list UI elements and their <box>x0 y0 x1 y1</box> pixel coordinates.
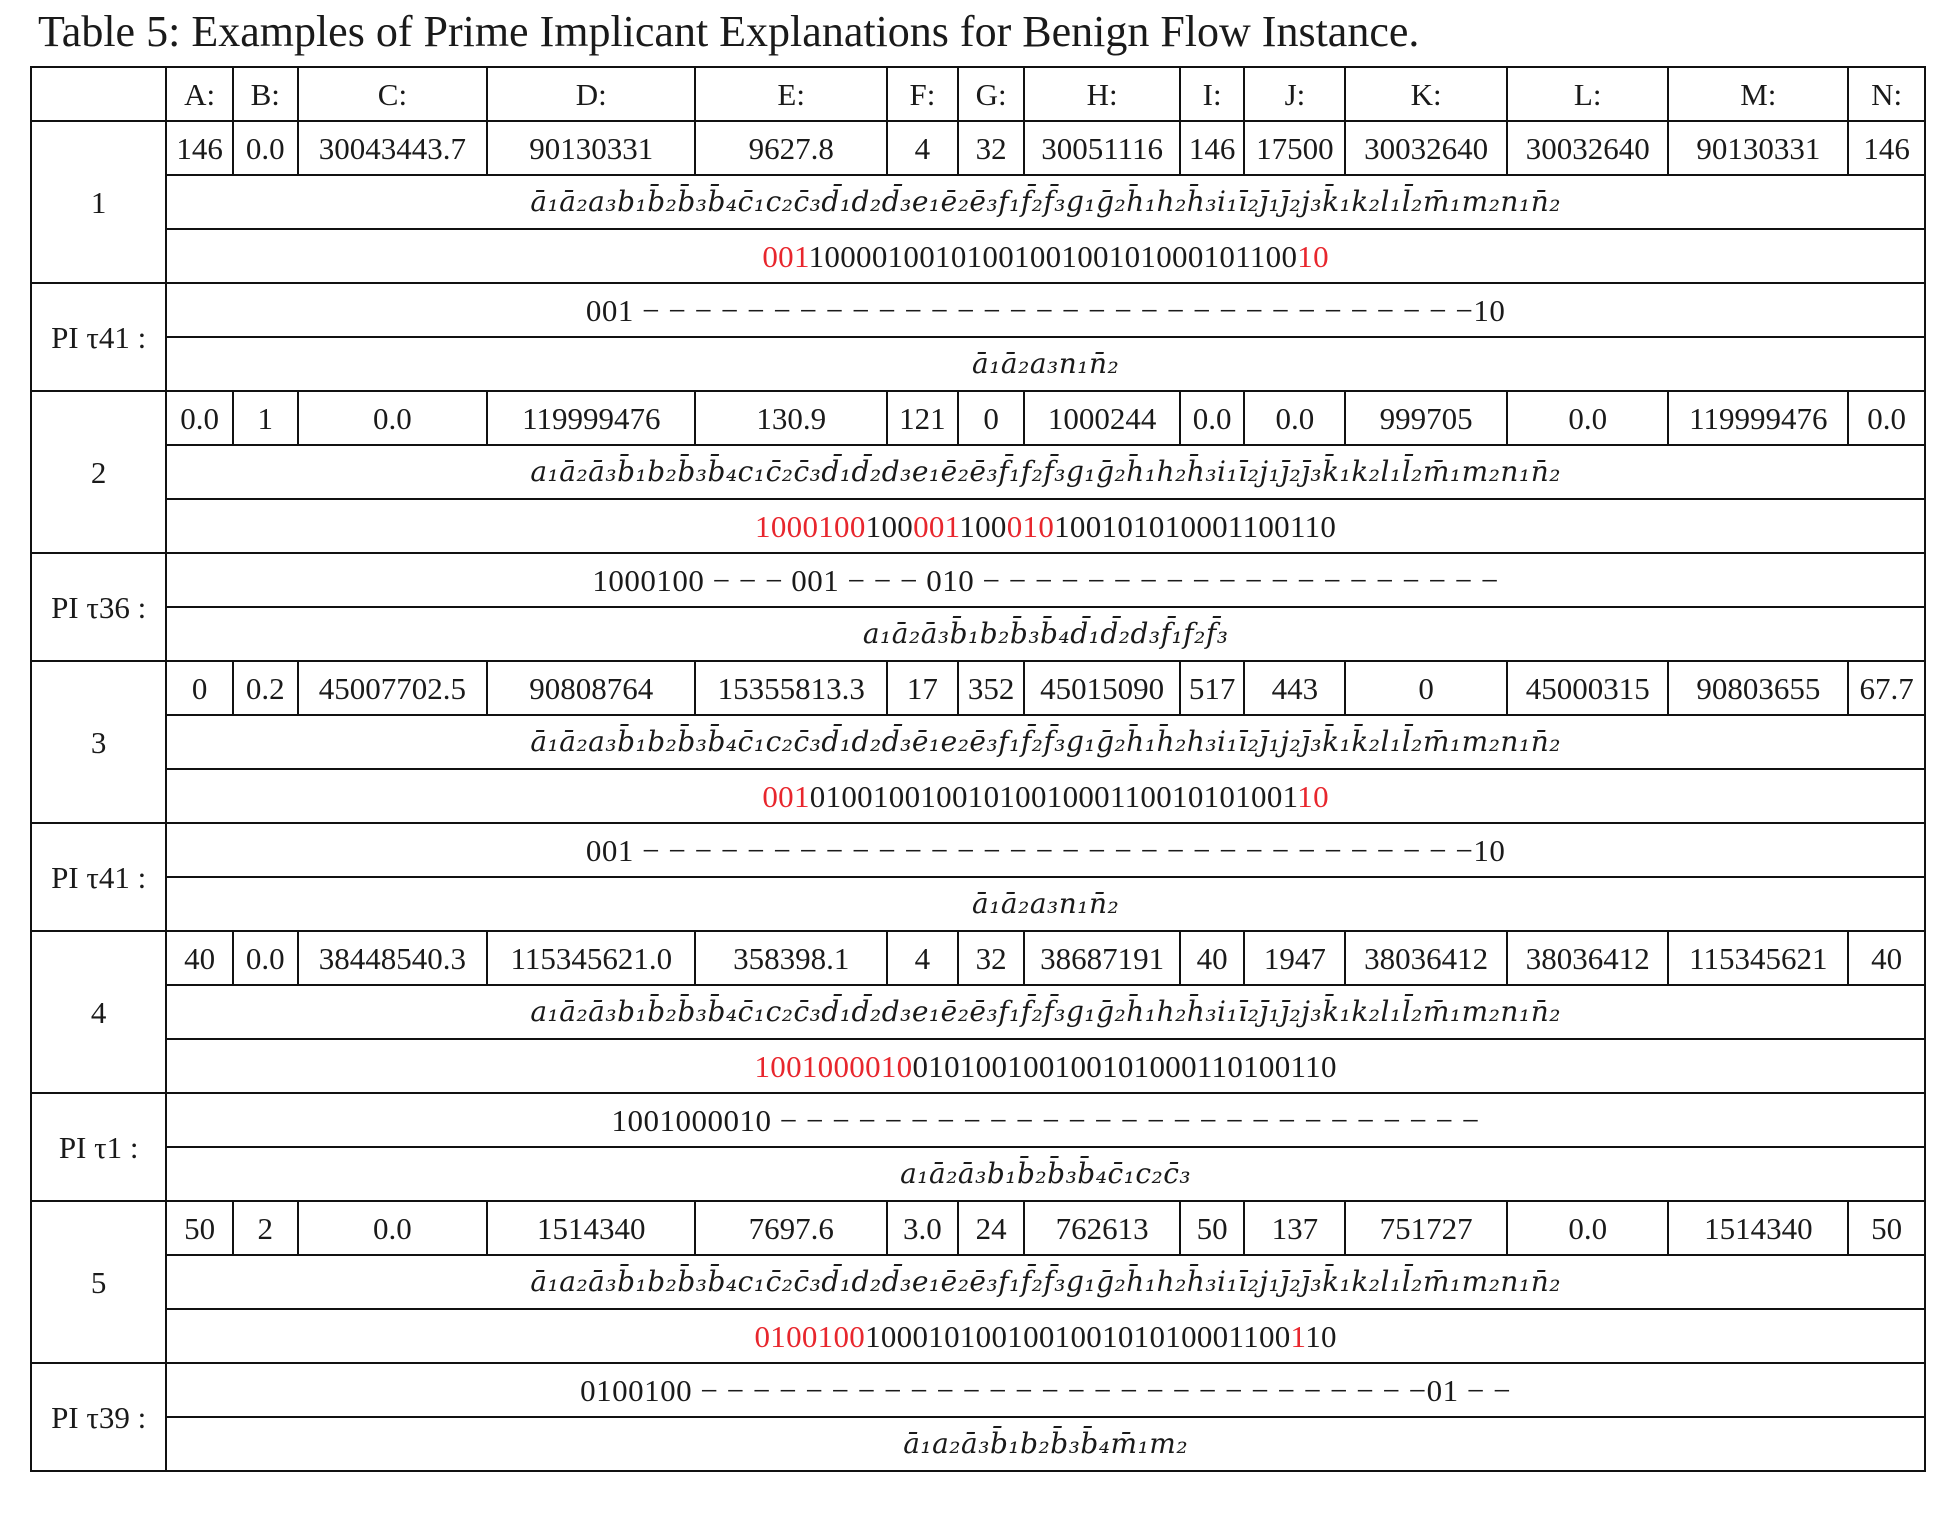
feature-value-cell: 0 <box>1345 661 1507 715</box>
instance-literals-row <box>31 715 1925 769</box>
instance-values-row <box>31 931 1925 985</box>
feature-value-cell: 15355813.3 <box>695 661 887 715</box>
column-header: C: <box>298 67 488 121</box>
feature-value-cell: 0.2 <box>233 661 298 715</box>
feature-value-cell: 67.7 <box>1848 661 1925 715</box>
highlighted-bits: 010 <box>1006 508 1055 544</box>
binary-encoding <box>166 229 1925 283</box>
instance-label: 5 <box>31 1201 166 1363</box>
feature-value-cell: 50 <box>1180 1201 1245 1255</box>
feature-value-cell: 90130331 <box>487 121 695 175</box>
pi-literals-row <box>31 1417 1925 1471</box>
feature-value-cell: 121 <box>887 391 958 445</box>
instance-bits-row <box>31 229 1925 283</box>
feature-value-cell: 1000244 <box>1024 391 1179 445</box>
feature-value-cell: 32 <box>958 121 1025 175</box>
feature-value-cell: 40 <box>1848 931 1925 985</box>
pi-label: PI τ1 : <box>31 1093 166 1201</box>
instance-values-row <box>31 391 1925 445</box>
feature-value-cell: 0.0 <box>298 1201 488 1255</box>
feature-value-cell: 146 <box>1848 121 1925 175</box>
feature-value-cell: 0.0 <box>1507 1201 1669 1255</box>
highlighted-bits: 10 <box>1297 778 1329 814</box>
column-header: L: <box>1507 67 1669 121</box>
pi-pattern-row <box>31 553 1925 607</box>
feature-value-cell: 352 <box>958 661 1025 715</box>
instance-bits-row <box>31 1039 1925 1093</box>
feature-value-cell: 32 <box>958 931 1025 985</box>
instance-literals-row <box>31 1255 1925 1309</box>
highlighted-bits: 10 <box>1297 238 1329 274</box>
feature-value-cell: 0.0 <box>1507 391 1669 445</box>
literal-encoding: ā₁a₂ā₃b̄₁b₂b̄₃b̄₄c₁c̄₂c̄₃d̄₁d₂d̄₃e₁ē₂ē₃f₁f̄₂f̄₃g₁ḡ₂h̄₁h₂h̄₃i₁ī₂j₁j̄₂j̄₃k̄₁k₂l₁l̄₂m̄₁m₂n₁n̄₂ <box>166 1255 1925 1309</box>
pi-literals: ā₁a₂ā₃b̄₁b₂b̄₃b̄₄m̄₁m₂ <box>166 1417 1925 1471</box>
feature-value-cell: 0.0 <box>166 391 233 445</box>
feature-value-cell: 30032640 <box>1345 121 1507 175</box>
feature-value-cell: 443 <box>1244 661 1345 715</box>
feature-value-cell: 90808764 <box>487 661 695 715</box>
feature-value-cell: 146 <box>166 121 233 175</box>
instance-label: 1 <box>31 121 166 283</box>
feature-value-cell: 45000315 <box>1507 661 1669 715</box>
pi-literals: ā₁ā₂a₃n₁n̄₂ <box>166 877 1925 931</box>
instance-literals-row <box>31 445 1925 499</box>
pi-label: PI τ41 : <box>31 283 166 391</box>
feature-value-cell: 45015090 <box>1024 661 1179 715</box>
table-caption: Table 5: Examples of Prime Implicant Explanations for Benign Flow Instance. <box>38 7 1420 56</box>
column-header: F: <box>887 67 958 121</box>
literal-encoding: a₁ā₂ā₃b̄₁b₂b̄₃b̄₄c₁c̄₂c̄₃d̄₁d̄₂d₃e₁ē₂ē₃f̄₁f₂f̄₃g₁ḡ₂h̄₁h₂h̄₃i₁ī₂j₁j̄₂j̄₃k̄₁k₂l₁l̄₂m̄₁m₂n₁n̄₂ <box>166 445 1925 499</box>
instance-values-row <box>31 1201 1925 1255</box>
highlighted-bits: 1000100 <box>755 508 866 544</box>
binary-encoding <box>166 1309 1925 1363</box>
column-header: N: <box>1848 67 1925 121</box>
pi-literals-row <box>31 1147 1925 1201</box>
literal-encoding: ā₁ā₂a₃b̄₁b₂b̄₃b̄₄c̄₁c₂c̄₃d̄₁d₂d̄₃ē₁e₂ē₃f₁f̄₂f̄₃g₁ḡ₂h̄₁h̄₂h₃i₁ī₂j̄₁j₂j̄₃k̄₁k̄₂l₁l̄₂m̄₁m₂n₁n̄₂ <box>166 715 1925 769</box>
feature-value-cell: 0.0 <box>233 931 298 985</box>
pi-pattern-row <box>31 1363 1925 1417</box>
highlighted-bits: 1 <box>1290 1318 1306 1354</box>
pi-label: PI τ39 : <box>31 1363 166 1471</box>
feature-value-cell: 751727 <box>1345 1201 1507 1255</box>
plain-bits: 100 <box>865 508 914 544</box>
feature-value-cell: 45007702.5 <box>298 661 488 715</box>
plain-bits: 10 <box>1305 1318 1337 1354</box>
column-header: K: <box>1345 67 1507 121</box>
pi-literals-row <box>31 877 1925 931</box>
feature-value-cell: 999705 <box>1345 391 1507 445</box>
column-header: I: <box>1180 67 1245 121</box>
feature-value-cell: 90130331 <box>1668 121 1848 175</box>
feature-value-cell: 1514340 <box>1668 1201 1848 1255</box>
feature-value-cell: 2 <box>233 1201 298 1255</box>
instance-label: 4 <box>31 931 166 1093</box>
feature-value-cell: 0.0 <box>233 121 298 175</box>
column-header: J: <box>1244 67 1345 121</box>
instance-label: 2 <box>31 391 166 553</box>
literal-encoding: ā₁ā₂a₃b₁b̄₂b̄₃b̄₄c̄₁c₂c̄₃d̄₁d₂d̄₃e₁ē₂ē₃f₁f̄₂f̄₃g₁ḡ₂h̄₁h₂h̄₃i₁ī₂j̄₁j̄₂j₃k̄₁k₂l₁l̄₂m̄₁m₂n₁n̄₂ <box>166 175 1925 229</box>
plain-bits: 100 <box>959 508 1007 544</box>
feature-value-cell: 90803655 <box>1668 661 1848 715</box>
pi-pattern: 001 − − − − − − − − − − − − − − − − − − − − − − − − − − − − − − − −10 <box>166 283 1925 337</box>
feature-value-cell: 130.9 <box>695 391 887 445</box>
column-header: A: <box>166 67 233 121</box>
feature-value-cell: 30051116 <box>1024 121 1179 175</box>
feature-value-cell: 38687191 <box>1024 931 1179 985</box>
feature-value-cell: 762613 <box>1024 1201 1179 1255</box>
column-header: B: <box>233 67 298 121</box>
instance-values-row <box>31 121 1925 175</box>
plain-bits: 1000010010100100100101000101100 <box>808 238 1298 274</box>
feature-value-cell: 40 <box>1180 931 1245 985</box>
instance-label: 3 <box>31 661 166 823</box>
pi-label: PI τ36 : <box>31 553 166 661</box>
feature-value-cell: 38036412 <box>1345 931 1507 985</box>
highlighted-bits: 0100100 <box>754 1318 866 1354</box>
feature-value-cell: 1 <box>233 391 298 445</box>
header-corner-cell <box>31 67 166 121</box>
pi-label: PI τ41 : <box>31 823 166 931</box>
pi-literals-row <box>31 337 1925 391</box>
pi-pattern: 1001000010 − − − − − − − − − − − − − − − − − − − − − − − − − − − <box>166 1093 1925 1147</box>
feature-value-cell: 146 <box>1180 121 1245 175</box>
instance-bits-row <box>31 769 1925 823</box>
feature-value-cell: 38036412 <box>1507 931 1669 985</box>
plain-bits: 0100100100101001000110010101001 <box>809 778 1298 814</box>
feature-value-cell: 115345621.0 <box>487 931 695 985</box>
literal-encoding: a₁ā₂ā₃b₁b̄₂b̄₃b̄₄c̄₁c₂c̄₃d̄₁d̄₂d₃e₁ē₂ē₃f₁f̄₂f̄₃g₁ḡ₂h̄₁h₂h̄₃i₁ī₂j̄₁j̄₂j₃k̄₁k₂l₁l̄₂m̄₁m₂n₁n̄₂ <box>166 985 1925 1039</box>
pi-literals: a₁ā₂ā₃b₁b̄₂b̄₃b̄₄c̄₁c₂c̄₃ <box>166 1147 1925 1201</box>
feature-value-cell: 1514340 <box>487 1201 695 1255</box>
instance-values-row <box>31 661 1925 715</box>
pi-pattern-row <box>31 283 1925 337</box>
feature-value-cell: 115345621 <box>1668 931 1848 985</box>
binary-encoding <box>166 1039 1925 1093</box>
column-header: D: <box>487 67 695 121</box>
feature-value-cell: 0 <box>166 661 233 715</box>
feature-value-cell: 17 <box>887 661 958 715</box>
table-body <box>31 67 1925 1471</box>
instance-literals-row <box>31 175 1925 229</box>
pi-literals-row <box>31 607 1925 661</box>
prime-implicant-table <box>30 66 1926 1472</box>
pi-pattern-row <box>31 1093 1925 1147</box>
plain-bits: 100101010001100110 <box>1054 508 1337 544</box>
column-header: H: <box>1024 67 1179 121</box>
highlighted-bits: 1001000010 <box>754 1048 913 1084</box>
feature-value-cell: 0 <box>958 391 1025 445</box>
instance-bits-row <box>31 1309 1925 1363</box>
pi-literals: a₁ā₂ā₃b̄₁b₂b̄₃b̄₄d̄₁d̄₂d₃f̄₁f₂f̄₃ <box>166 607 1925 661</box>
pi-pattern: 0100100 − − − − − − − − − − − − − − − − − − − − − − − − − − − −01 − − <box>166 1363 1925 1417</box>
highlighted-bits: 001 <box>762 238 809 274</box>
feature-value-cell: 0.0 <box>1180 391 1245 445</box>
feature-value-cell: 24 <box>958 1201 1025 1255</box>
highlighted-bits: 001 <box>913 508 960 544</box>
pi-pattern: 001 − − − − − − − − − − − − − − − − − − − − − − − − − − − − − − − −10 <box>166 823 1925 877</box>
feature-value-cell: 30032640 <box>1507 121 1669 175</box>
feature-value-cell: 9627.8 <box>695 121 887 175</box>
highlighted-bits: 001 <box>762 778 810 814</box>
feature-value-cell: 17500 <box>1244 121 1345 175</box>
binary-encoding <box>166 769 1925 823</box>
feature-value-cell: 3.0 <box>887 1201 958 1255</box>
instance-bits-row <box>31 499 1925 553</box>
feature-value-cell: 40 <box>166 931 233 985</box>
plain-bits: 1000101001001001010100011 <box>865 1318 1259 1354</box>
feature-value-cell: 119999476 <box>1668 391 1848 445</box>
feature-value-cell: 0.0 <box>1848 391 1925 445</box>
feature-value-cell: 1947 <box>1244 931 1345 985</box>
binary-encoding <box>166 499 1925 553</box>
feature-value-cell: 38448540.3 <box>298 931 488 985</box>
column-header: M: <box>1668 67 1848 121</box>
header-row <box>31 67 1925 121</box>
feature-value-cell: 4 <box>887 931 958 985</box>
feature-value-cell: 7697.6 <box>695 1201 887 1255</box>
feature-value-cell: 50 <box>166 1201 233 1255</box>
pi-pattern: 1000100 − − − 001 − − − 010 − − − − − − − − − − − − − − − − − − − − <box>166 553 1925 607</box>
column-header: G: <box>958 67 1025 121</box>
plain-bits: 010100100100101000110100110 <box>912 1048 1337 1084</box>
feature-value-cell: 4 <box>887 121 958 175</box>
instance-literals-row <box>31 985 1925 1039</box>
feature-value-cell: 119999476 <box>487 391 695 445</box>
feature-value-cell: 517 <box>1180 661 1245 715</box>
feature-value-cell: 0.0 <box>298 391 488 445</box>
column-header: E: <box>695 67 887 121</box>
pi-literals: ā₁ā₂a₃n₁n̄₂ <box>166 337 1925 391</box>
feature-value-cell: 0.0 <box>1244 391 1345 445</box>
feature-value-cell: 137 <box>1244 1201 1345 1255</box>
plain-bits: 00 <box>1258 1318 1291 1354</box>
pi-pattern-row <box>31 823 1925 877</box>
feature-value-cell: 30043443.7 <box>298 121 488 175</box>
feature-value-cell: 50 <box>1848 1201 1925 1255</box>
feature-value-cell: 358398.1 <box>695 931 887 985</box>
